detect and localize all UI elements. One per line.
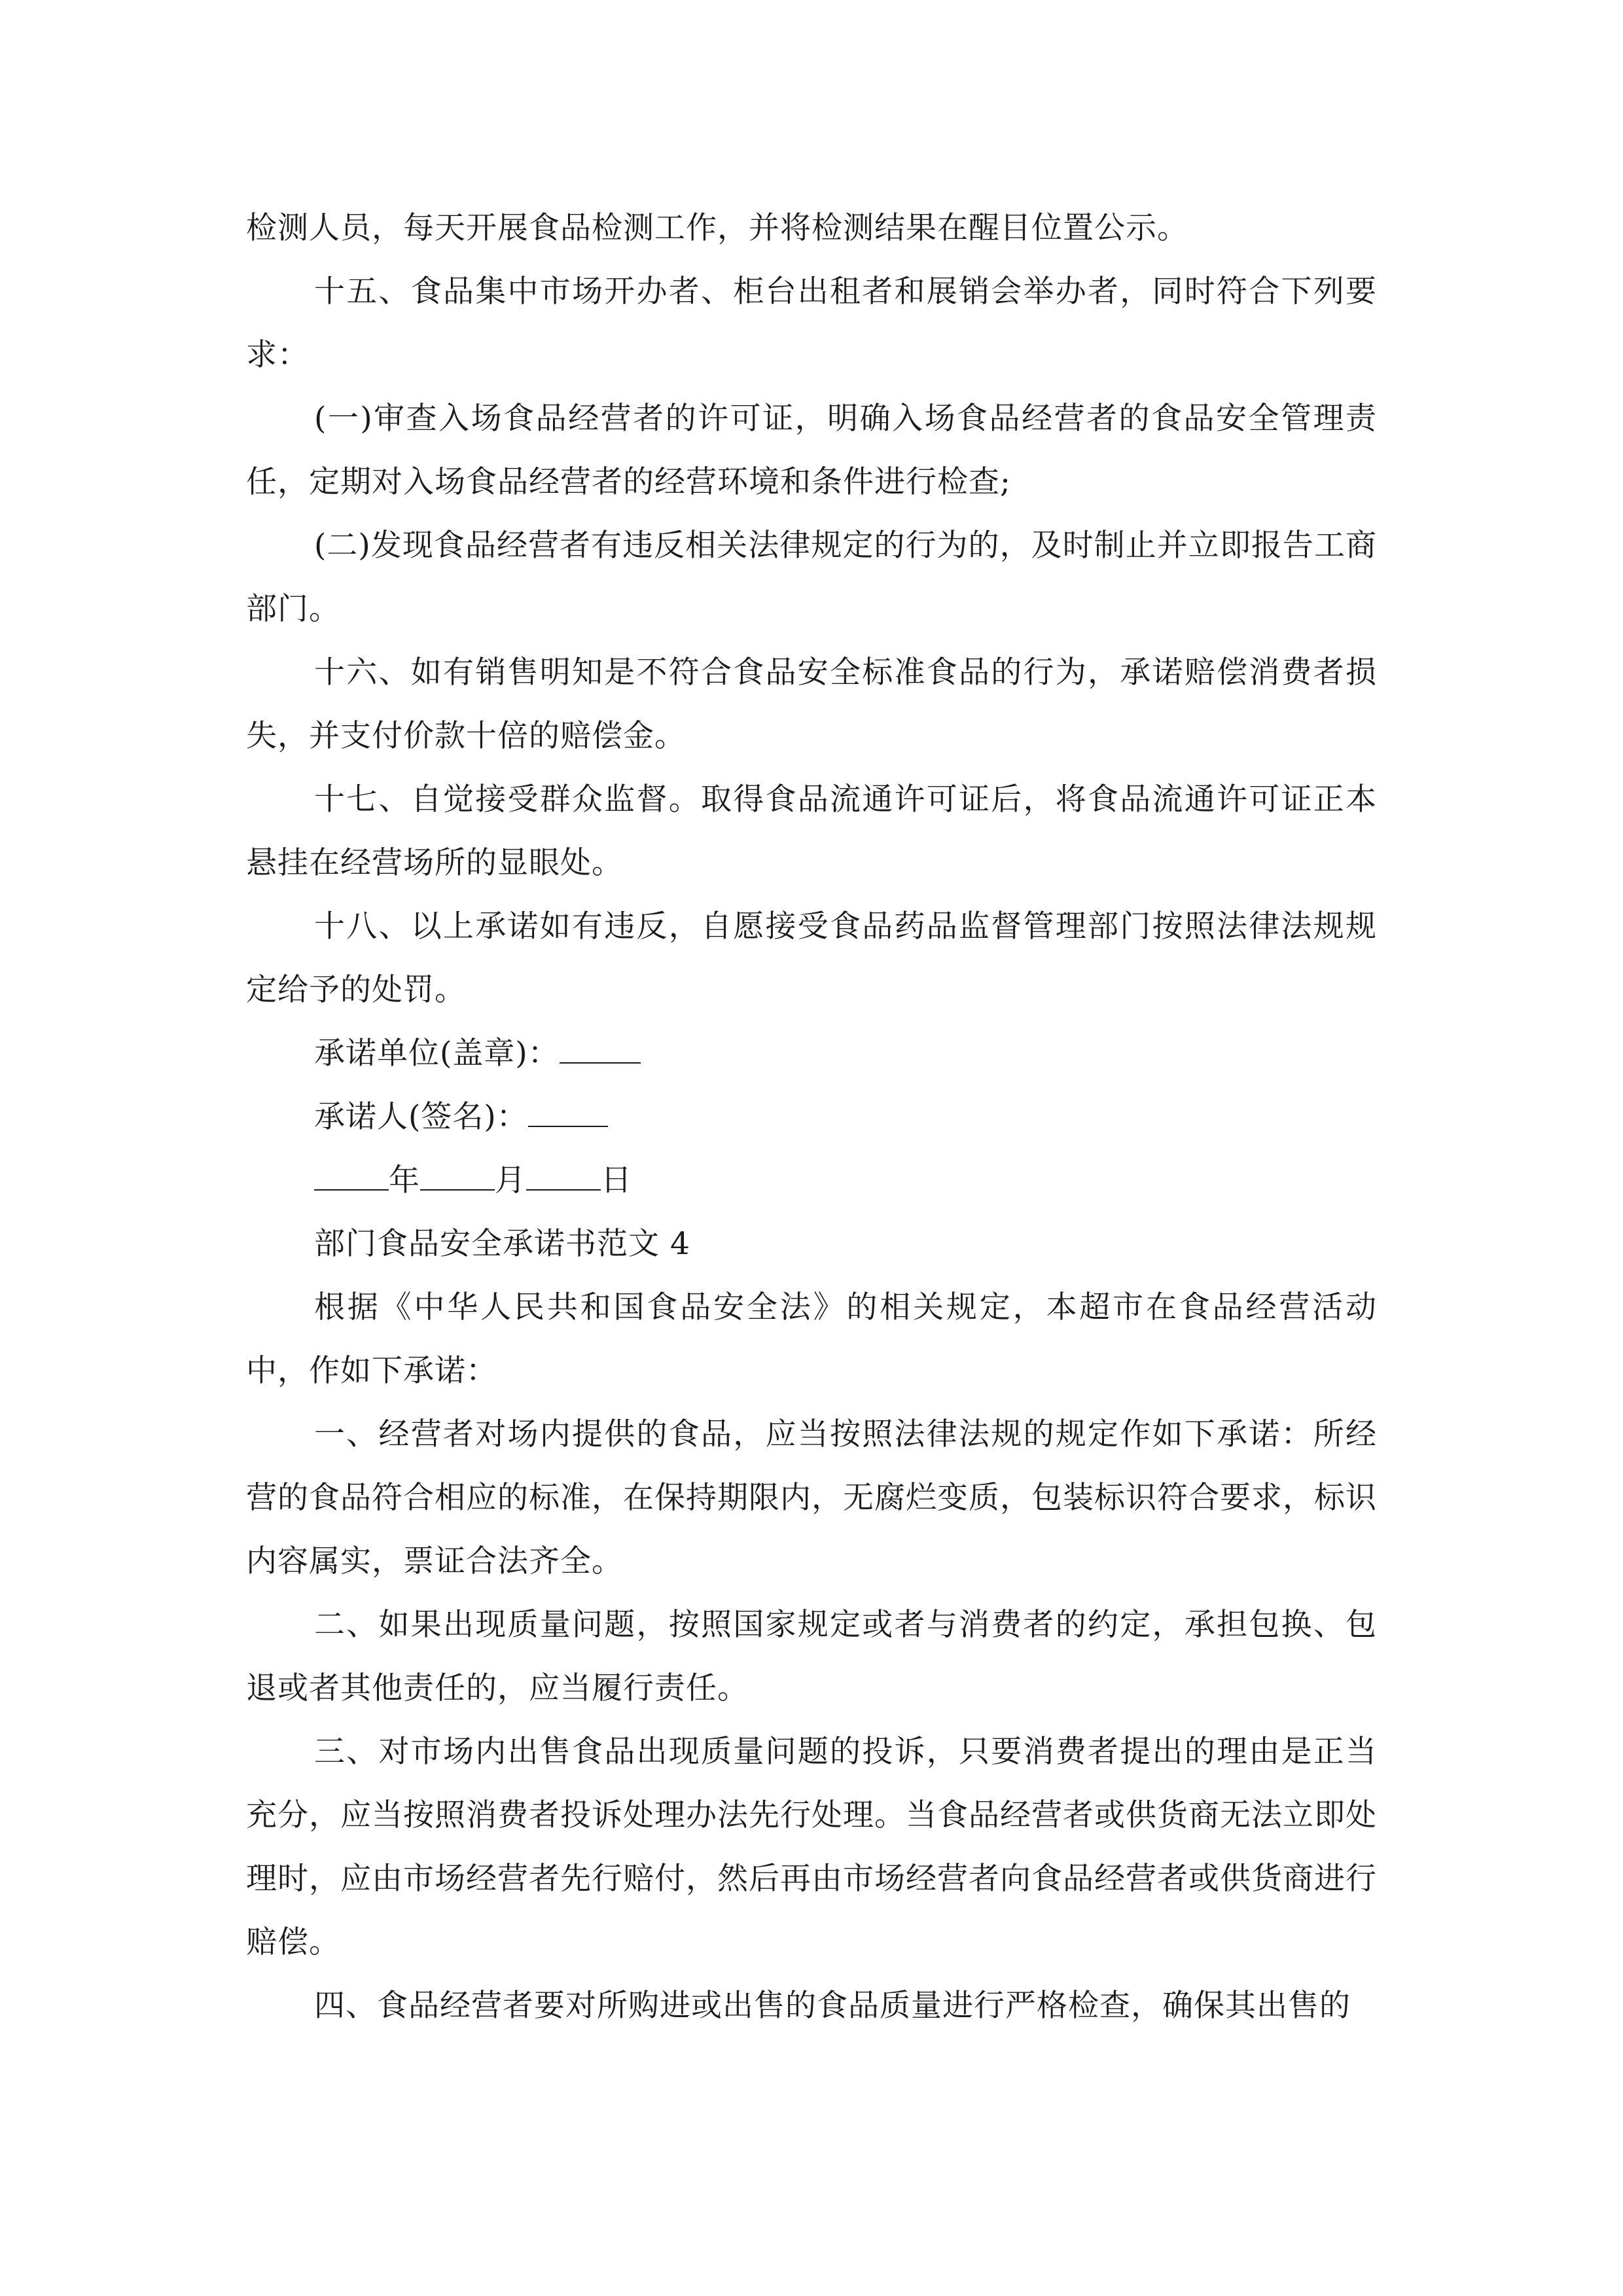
paragraph-pledge-1: 一、经营者对场内提供的食品，应当按照法律法规的规定作如下承诺：所经营的食品符合相应的标准，在保持期限内，无腐烂变质，包装标识符合要求，标识内容属实，票证合法齐全。 [246, 1416, 1377, 1579]
signature-person-blank [528, 1125, 608, 1127]
signature-person-line [246, 1085, 1377, 1149]
paragraph-pledge-2: 二、如果出现质量问题，按照国家规定或者与消费者的约定，承担包换、包退或者其他责任的，应当履行责任。 [246, 1607, 1377, 1706]
date-month-blank [420, 1189, 495, 1191]
date-year-blank [314, 1189, 389, 1191]
paragraph-item-18: 十八、以上承诺如有违反，自愿接受食品药品监督管理部门按照法律法规规定给予的处罚。 [246, 908, 1377, 1008]
signature-date-line [246, 1149, 1377, 1212]
paragraph-0: 检测人员，每天开展食品检测工作，并将检测结果在醒目位置公示。 [246, 210, 1188, 246]
paragraph-item-16: 十六、如有销售明知是不符合食品安全标准食品的行为，承诺赔偿消费者损失，并支付价款十倍的赔偿金。 [246, 655, 1377, 754]
section-title: 部门食品安全承诺书范文 4 [314, 1226, 690, 1262]
paragraph-subitem-2: (二)发现食品经营者有违反相关法律规定的行为的，及时制止并立即报告工商部门。 [246, 528, 1377, 627]
document-page [246, 196, 1377, 2037]
signature-unit-label: 承诺单位(盖章)： [314, 1035, 560, 1071]
paragraph-item-17: 十七、自觉接受群众监督。取得食品流通许可证后，将食品流通许可证正本悬挂在经营场所的显眼处。 [246, 781, 1377, 881]
paragraph-preamble: 根据《中华人民共和国食品安全法》的相关规定，本超市在食品经营活动中，作如下承诺： [246, 1289, 1377, 1389]
date-year-label: 年 [389, 1162, 420, 1198]
date-day-blank [526, 1189, 601, 1191]
paragraph-item-15: 十五、食品集中市场开办者、柜台出租者和展销会举办者，同时符合下列要求： [246, 274, 1377, 373]
paragraph-pledge-3: 三、对市场内出售食品出现质量问题的投诉，只要消费者提出的理由是正当充分，应当按照消费者投诉处理办法先行处理。当食品经营者或供货商无法立即处理时，应由市场经营者先行赔付，然后再由市场经营者向食品经营者或供货商进行赔偿。 [246, 1734, 1377, 1960]
signature-unit-line [246, 1022, 1377, 1085]
signature-person-label: 承诺人(签名)： [314, 1099, 528, 1135]
date-day-label: 日 [601, 1162, 632, 1198]
date-month-label: 月 [495, 1162, 526, 1198]
paragraph-pledge-4: 四、食品经营者要对所购进或出售的食品质量进行严格检查，确保其出售的 [314, 1988, 1351, 2024]
paragraph-subitem-1: (一)审查入场食品经营者的许可证，明确入场食品经营者的食品安全管理责任，定期对入场食品经营者的经营环境和条件进行检查; [246, 401, 1377, 500]
signature-unit-blank [560, 1062, 641, 1064]
